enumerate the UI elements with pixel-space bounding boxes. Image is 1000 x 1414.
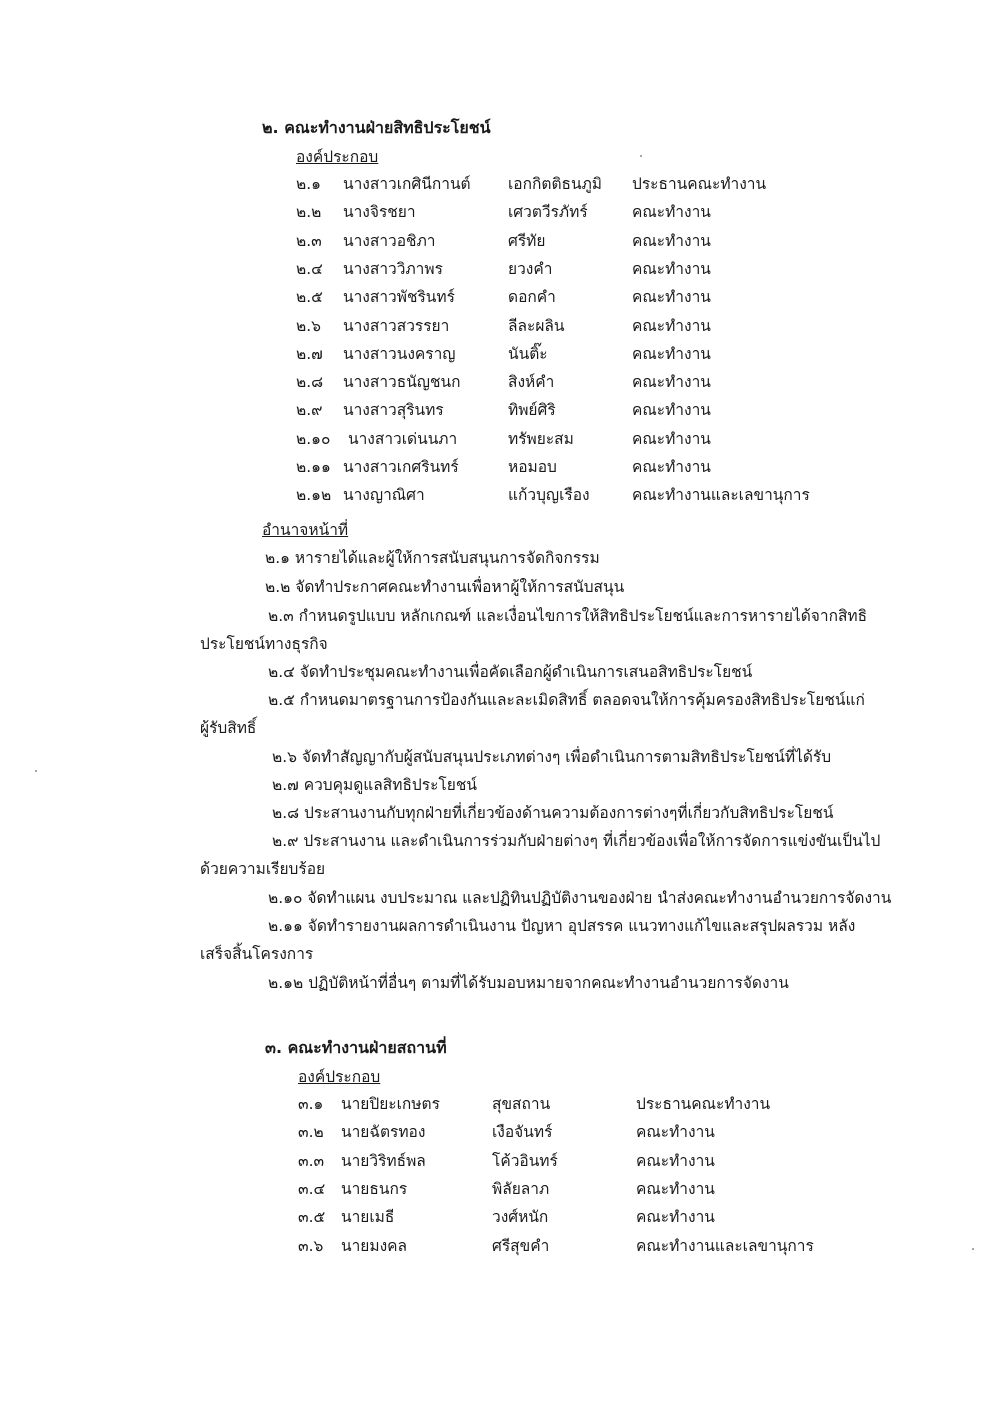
scan-speck [35,770,37,772]
member-surname: พิลัยลาภ [492,1179,550,1198]
member-name: นายฉัตรทอง [341,1123,426,1142]
duty-line: ๒.๑๑ จัดทำรายงานผลการดำเนินงาน ปัญหา อุปสรรค แนวทางแก้ไขและสรุปผลรวม หลัง [268,917,856,935]
duty-line: ๒.๘ ประสานงานกับทุกฝ่ายที่เกี่ยวข้องด้านความต้องการต่างๆที่เกี่ยวกับสิทธิประโยชน์ [272,804,834,822]
member-surname: เศวตวีรภัทร์ [508,203,588,222]
member-row [0,1120,1000,1144]
section-3-heading: ๓. คณะทำงานฝ่ายสถานที่ [265,1038,447,1057]
duty-line: ๒.๒ จัดทำประกาศคณะทำงานเพื่อหาผู้ให้การสนับสนุน [265,578,625,596]
member-number: ๒.๑ [296,175,321,193]
member-surname: ดอกคำ [508,288,556,307]
duty-line-continued: ผู้รับสิทธิ์ [200,719,257,737]
member-role: คณะทำงาน [632,373,711,392]
member-surname: โค้วอินทร์ [492,1151,558,1170]
duty-line-continued: ประโยชน์ทางธุรกิจ [200,635,328,653]
member-name: นางสาวนงคราญ [343,344,456,363]
member-role: คณะทำงาน [632,288,711,307]
member-surname: นันติ๊ะ [508,344,548,363]
member-role: คณะทำงาน [636,1208,715,1227]
member-surname: ลีละผลิน [508,316,565,335]
member-role: คณะทำงาน [632,458,711,476]
member-number: ๒.๗ [296,344,323,363]
duty-line: ๒.๑๐ จัดทำแผน งบประมาณ และปฏิทินปฏิบัติงานของฝ่าย นำส่งคณะทำงานอำนวยการจัดงาน [268,889,892,907]
member-row [0,229,1000,253]
member-name: นางสาวพัชรินทร์ [343,288,455,307]
member-number: ๒.๘ [296,373,324,392]
member-row [0,398,1000,422]
member-name: นางสาวเกศินีกานต์ [343,175,471,193]
member-number: ๓.๖ [298,1236,324,1255]
section-2-composition-label: องค์ประกอบ [296,148,379,166]
member-number: ๓.๑ [298,1095,324,1113]
member-surname: สิงห์คำ [508,373,555,392]
member-role: คณะทำงาน [632,259,711,278]
duty-line: ๒.๓ กำหนดรูปแบบ หลักเกณฑ์ และเงื่อนไขการให้สิทธิประโยชน์และการหารายได้จากสิทธิ [268,607,868,625]
member-row [0,172,1000,196]
scan-speck [640,155,642,157]
member-role: คณะทำงานและเลขานุการ [632,486,810,505]
duty-line-continued: เสร็จสิ้นโครงการ [200,945,314,963]
member-number: ๒.๑๒ [296,486,332,505]
member-surname: แก้วบุญเรือง [508,486,590,505]
member-role: คณะทำงาน [632,203,711,222]
member-surname: ศรีทัย [508,231,546,250]
member-number: ๒.๖ [296,316,321,335]
member-name: นางญาณิศา [343,486,425,505]
member-name: นางสาววิภาพร [343,259,443,278]
member-name: นางสาวสุรินทร [343,401,444,420]
member-surname: สุขสถาน [492,1095,551,1113]
member-number: ๒.๔ [296,259,323,278]
member-surname: หอมอบ [508,458,557,476]
member-surname: เงือจันทร์ [492,1123,553,1142]
scan-speck [972,1248,974,1250]
member-number: ๒.๑๑ [296,458,331,476]
member-number: ๓.๓ [298,1151,325,1170]
duty-line-continued: ด้วยความเรียบร้อย [200,860,326,878]
member-name: นางจิรชยา [343,203,416,222]
member-role: คณะทำงาน [632,429,711,448]
member-name: นางสาวสวรรยา [343,316,450,335]
duty-line: ๒.๕ กำหนดมาตรฐานการป้องกันและละเมิดสิทธิ์ ตลอดจนให้การคุ้มครองสิทธิประโยชน์แก่ [268,691,865,709]
member-row [0,1177,1000,1201]
member-row [0,427,1000,451]
member-role: ประธานคณะทำงาน [632,175,767,193]
duty-line: ๒.๑๒ ปฏิบัติหน้าที่อื่นๆ ตามที่ได้รับมอบหมายจากคณะทำงานอำนวยการจัดงาน [268,974,789,992]
duty-line: ๒.๔ จัดทำประชุมคณะทำงานเพื่อคัดเลือกผู้ดำเนินการเสนอสิทธิประโยชน์ [268,663,753,681]
member-name: นางสาวอชิภา [343,231,436,250]
member-row [0,314,1000,338]
member-row [0,1092,1000,1116]
member-role: คณะทำงาน [632,401,711,420]
member-row [0,285,1000,309]
member-surname: ทิพย์ศิริ [508,401,556,420]
member-role: คณะทำงาน [632,344,711,363]
member-role: คณะทำงานและเลขานุการ [636,1236,814,1255]
member-name: นายวิริทธ์พล [341,1151,426,1170]
member-surname: ศรีสุขคำ [492,1236,550,1255]
member-role: คณะทำงาน [632,231,711,250]
member-name: นายมงคล [341,1236,408,1255]
member-name: นางสาวธนัญชนก [343,373,461,392]
member-row [0,483,1000,507]
member-name: นายธนกร [341,1179,408,1198]
member-number: ๒.๕ [296,288,323,307]
member-role: คณะทำงาน [636,1151,715,1170]
member-number: ๓.๔ [298,1179,326,1198]
member-row [0,257,1000,281]
member-row [0,1234,1000,1258]
member-number: ๒.๙ [296,401,323,420]
member-surname: ทรัพยะสม [508,429,574,448]
member-name: นางสาวเด่นนภา [348,429,458,448]
member-row [0,370,1000,394]
member-number: ๓.๒ [298,1123,324,1142]
duty-line: ๒.๑ หารายได้และผู้ให้การสนับสนุนการจัดกิจกรรม [265,549,600,567]
member-number: ๒.๒ [296,203,322,222]
member-name: นายเมธี [341,1208,395,1227]
member-surname: ยวงคำ [508,259,553,278]
member-role: คณะทำงาน [636,1123,715,1142]
member-surname: เอกกิตติธนภูมิ [508,175,602,193]
section-3-composition-label: องค์ประกอบ [298,1068,381,1086]
member-row [0,1205,1000,1229]
section-2-heading: ๒. คณะทำงานฝ่ายสิทธิประโยชน์ [262,118,491,137]
duty-line: ๒.๙ ประสานงาน และดำเนินการร่วมกับฝ่ายต่างๆ ที่เกี่ยวข้องเพื่อให้การจัดการแข่งขันเป็นไป [272,832,881,850]
member-surname: วงศ์หนัก [492,1208,549,1227]
member-row [0,342,1000,366]
member-row [0,455,1000,479]
member-role: คณะทำงาน [632,316,711,335]
member-role: คณะทำงาน [636,1179,715,1198]
member-row [0,1149,1000,1173]
member-name: นายปิยะเกษตร [341,1095,440,1113]
member-role: ประธานคณะทำงาน [636,1095,771,1113]
member-number: ๒.๑๐ [296,429,331,448]
duty-line: ๒.๖ จัดทำสัญญากับผู้สนับสนุนประเภทต่างๆ เพื่อดำเนินการตามสิทธิประโยชน์ที่ได้รับ [272,748,832,766]
member-row [0,200,1000,224]
duty-line: ๒.๗ ควบคุมดูแลสิทธิประโยชน์ [272,776,477,794]
member-number: ๓.๕ [298,1208,326,1227]
member-number: ๒.๓ [296,231,322,250]
member-name: นางสาวเกศรินทร์ [343,458,459,476]
section-2-duties-label: อำนาจหน้าที่ [262,521,349,539]
